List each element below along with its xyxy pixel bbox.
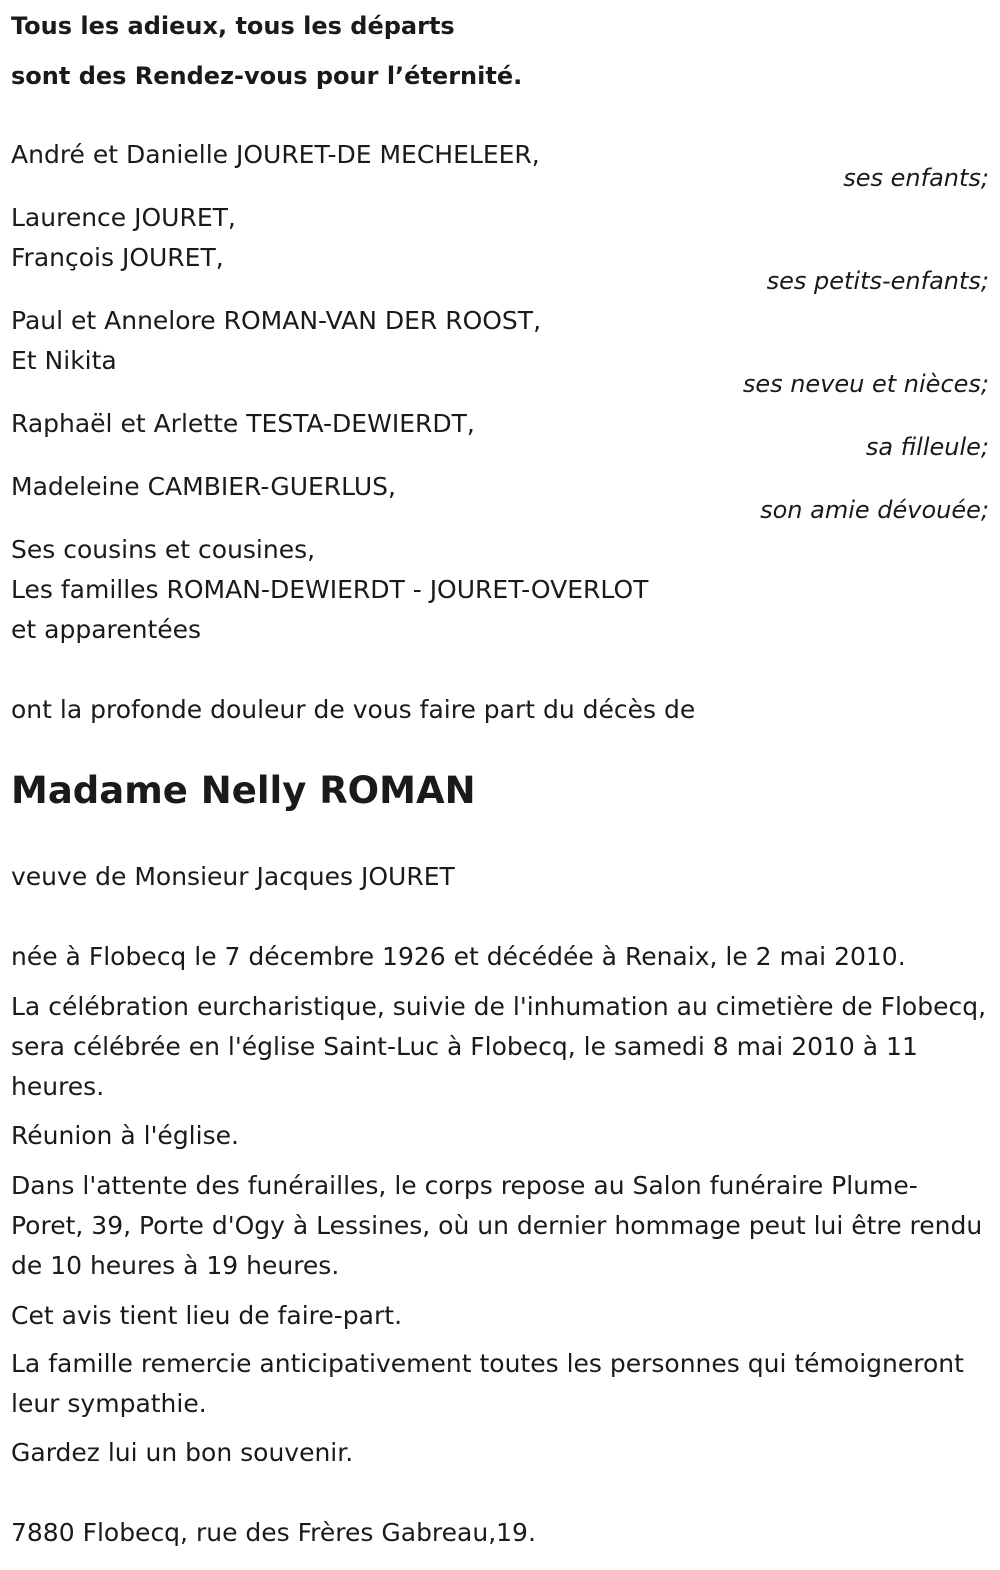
announcement: ont la profonde douleur de vous faire part du décès de [11,695,696,724]
goddaughter-role: sa filleule; [865,433,989,461]
deceased-name: Madame Nelly ROMAN [11,769,476,812]
address: 7880 Flobecq, rue des Frères Gabreau,19. [11,1518,536,1547]
goddaughter-name: Raphaël et Arlette TESTA-DEWIERDT, [11,409,475,438]
quote-line-1: Tous les adieux, tous les départs [11,12,455,40]
nephew-role: ses neveu et nièces; [742,370,989,398]
grandchild-name-1: Laurence JOURET, [11,203,236,232]
widow-of: veuve de Monsieur Jacques JOURET [11,862,455,891]
nephew-name-2: Et Nikita [11,346,117,375]
memory: Gardez lui un bon souvenir. [11,1438,354,1467]
notice: Cet avis tient lieu de faire-part. [11,1301,403,1330]
children-role: ses enfants; [843,164,989,192]
cousins-line-3: et apparentées [11,615,202,644]
grandchildren-role: ses petits-enfants; [766,267,989,295]
cousins-line-2: Les familles ROMAN-DEWIERDT - JOURET-OVERLOT [11,575,649,604]
nephew-name-1: Paul et Annelore ROMAN-VAN DER ROOST, [11,306,542,335]
friend-name: Madeleine CAMBIER-GUERLUS, [11,472,396,501]
meeting: Réunion à l'église. [11,1121,239,1150]
grandchild-name-2: François JOURET, [11,243,224,272]
cousins-line-1: Ses cousins et cousines, [11,535,316,564]
funeral-home-paragraph: Dans l'attente des funérailles, le corps repose au Salon funéraire Plume-Poret, 39, Porte d'Ogy à Lessines, où un dernier hommage peut lui être rendu de 10 heures à 19 heures. [11,1171,983,1280]
thanks-paragraph: La famille remercie anticipativement toutes les personnes qui témoigneront leur sympathie. [11,1349,964,1418]
quote-line-2: sont des Rendez-vous pour l’éternité. [11,62,523,90]
friend-role: son amie dévouée; [760,496,989,524]
children-names: André et Danielle JOURET-DE MECHELEER, [11,140,540,169]
ceremony-paragraph: La célébration eurcharistique, suivie de l'inhumation au cimetière de Flobecq, sera célébrée en l'église Saint-Luc à Flobecq, le samedi 8 mai 2010 à 11 heures. [11,992,987,1101]
birth-death: née à Flobecq le 7 décembre 1926 et décédée à Renaix, le 2 mai 2010. [11,942,906,971]
